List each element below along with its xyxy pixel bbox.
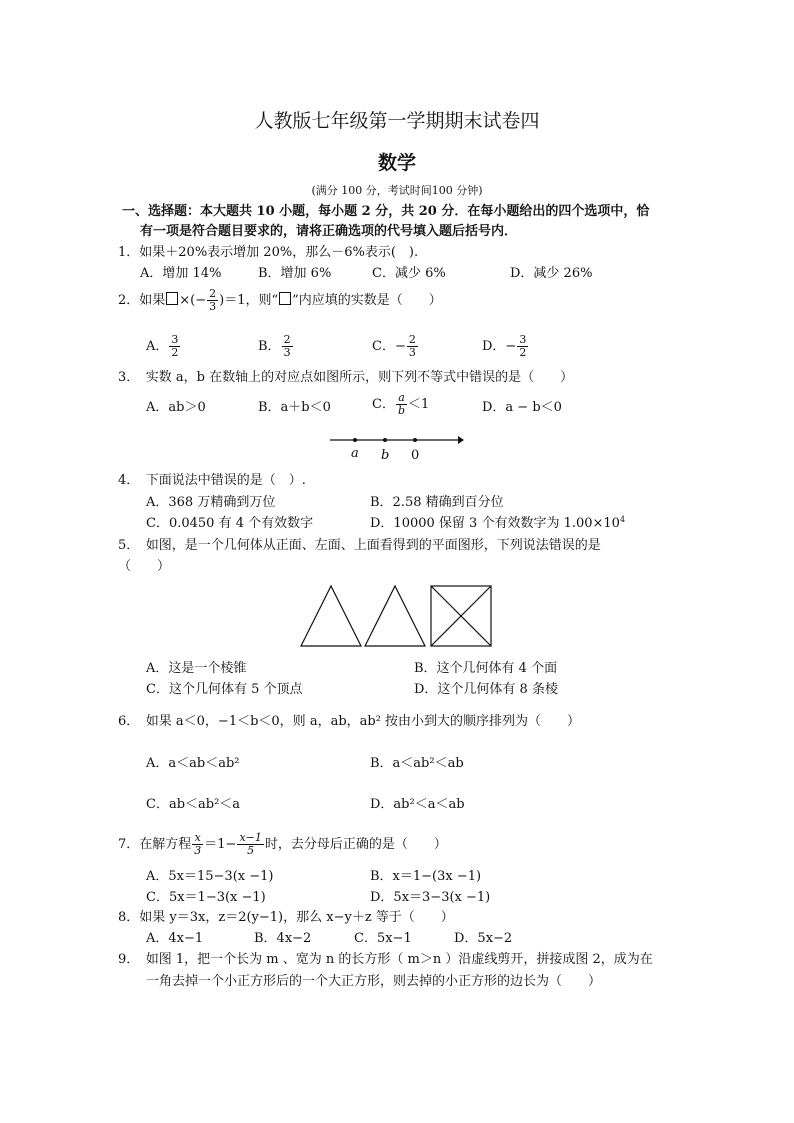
q2-stem-end: ”内应填的实数是（ ）: [292, 293, 442, 308]
q2-frac-num: 2: [209, 287, 217, 300]
q6-option-b: B．a＜ab²＜ab: [370, 756, 464, 771]
front-view-triangle: [301, 586, 361, 646]
q2-stem: [118, 288, 442, 313]
section1-line1: 一、选择题：本大题共 10 小题，每小题 2 分，共 20 分．在每小题给出的四个选项中，恰: [122, 204, 650, 219]
q7-frac-2: [237, 832, 263, 857]
q4-d-exponent: 4: [619, 515, 626, 524]
q8-stem: 8．如果 y＝3x，z＝2(y−1)，那么 x−y＋z 等于（ ）: [118, 910, 454, 925]
q3-stem: 3． 实数 a，b 在数轴上的对应点如图所示，则下列不等式中错误的是（ ）: [118, 370, 574, 385]
q1-option-a: A．增加 14%: [140, 266, 222, 281]
exam-note: (满分 100 分，考试时间100 分钟): [311, 184, 483, 197]
q8-option-b: B．4x−2: [254, 931, 312, 946]
q2-c-den: 3: [408, 346, 416, 359]
q7-option-b: B．x＝1−(3x −1): [370, 869, 482, 884]
q4-option-a: A．368 万精确到万位: [146, 495, 276, 510]
subject-title: 数学: [377, 152, 416, 174]
number-line-arrow: [458, 436, 464, 444]
q2-fraction: [207, 288, 218, 313]
point-zero: [413, 438, 417, 442]
q9-line1: 9． 如图 1，把一个长为 m 、宽为 n 的长方形（ m＞n ）沿虚线剪开，拼接成图 2，成为在: [118, 952, 653, 967]
q5-option-d: D．这个几何体有 8 条棱: [414, 682, 558, 697]
q6-option-c: C．ab＜ab²＜a: [146, 797, 241, 812]
three-views-figure: [298, 584, 498, 648]
q4-option-d: [370, 516, 625, 532]
left-view-triangle: [365, 586, 425, 646]
q5-stem-line2: （ ）: [118, 559, 171, 574]
q8-option-d: D．5x−2: [454, 931, 513, 946]
q4-d-text: D．10000 保留 3 个有效数字为 1.00×10: [370, 516, 620, 531]
q7-frac-1: [192, 832, 203, 857]
q2-d-num: 3: [519, 333, 527, 346]
q2-a-label: A．: [146, 339, 169, 354]
axis-label-zero: 0: [411, 448, 420, 463]
q2-d-frac: [517, 334, 528, 359]
q2-stem-post: )＝1，则“: [219, 293, 279, 308]
q7-f1-num: x: [192, 832, 203, 845]
q3-c-frac: [396, 392, 407, 417]
q4-stem: 4． 下面说法中错误的是（ ）.: [118, 473, 306, 488]
q1-option-b: B．增加 6%: [258, 266, 332, 281]
q2-option-a: [146, 334, 181, 359]
q3-option-d: D．a − b＜0: [482, 400, 562, 415]
q3-c-label: C．: [372, 397, 395, 412]
q2-b-frac: [282, 334, 293, 359]
point-b: [383, 438, 387, 442]
q2-a-frac: [169, 334, 180, 359]
exam-title: 人教版七年级第一学期期末试卷四: [254, 110, 540, 132]
q7-stem-pre: 7．在解方程: [118, 837, 192, 852]
section1-line2: 有一项是符合题目要求的，请将正确选项的代号填入题后括号内．: [140, 224, 518, 239]
blank-box: [279, 292, 291, 305]
point-a: [353, 438, 357, 442]
q3-option-c: [372, 392, 429, 417]
q2-c-num: 2: [408, 333, 416, 346]
q3-option-a: A．ab＞0: [146, 400, 206, 415]
q5-option-c: C．这个几何体有 5 个顶点: [146, 682, 303, 697]
q4-option-c: C．0.0450 有 4 个有效数字: [146, 516, 314, 531]
q1-option-d: D．减少 26%: [510, 266, 593, 281]
q8-option-c: C．5x−1: [354, 931, 412, 946]
q2-a-num: 3: [171, 333, 179, 346]
q7-f1-den: 3: [194, 844, 202, 857]
q4-option-b: B．2.58 精确到百分位: [370, 495, 504, 510]
q6-option-d: D．ab²＜a＜ab: [370, 797, 465, 812]
q2-a-den: 2: [171, 346, 179, 359]
q2-d-label: D．−: [482, 339, 517, 354]
q6-stem: 6． 如果 a＜0，−1＜b＜0，则 a，ab，ab² 按由小到大的顺序排列为（ ）: [118, 714, 581, 729]
q3-c-post: ＜1: [408, 397, 430, 412]
q7-f2-num: x−1: [239, 831, 262, 844]
q2-option-b: [258, 334, 294, 359]
q2-stem-pre: 2．如果: [118, 293, 166, 308]
q1-stem: 1．如果＋20%表示增加 20%，那么－6%表示( ).: [118, 245, 419, 260]
q2-d-den: 2: [519, 346, 527, 359]
q7-option-a: A．5x＝15−3(x −1): [146, 869, 274, 884]
q9-line2: 一角去掉一个小正方形后的一个大正方形，则去掉的小正方形的边长为（ ）: [146, 974, 602, 989]
q7-option-c: C．5x＝1−3(x −1): [146, 890, 266, 905]
q2-stem-mid: ×(−: [179, 293, 207, 308]
blank-box: [166, 292, 178, 305]
q7-stem-mid: ＝1−: [204, 837, 237, 852]
q2-b-num: 2: [283, 333, 291, 346]
q8-option-a: A．4x−1: [146, 931, 204, 946]
q2-frac-den: 3: [209, 300, 217, 313]
q7-option-d: D．5x＝3−3(x −1): [370, 890, 491, 905]
q2-c-label: C．−: [372, 339, 406, 354]
q2-option-d: [482, 334, 529, 359]
q2-option-c: [372, 334, 419, 359]
q3-option-b: B．a＋b＜0: [258, 400, 331, 415]
axis-label-b: b: [381, 448, 390, 463]
q7-f2-den: 5: [247, 844, 255, 857]
q2-c-frac: [407, 334, 418, 359]
q3-c-den: b: [397, 404, 405, 417]
axis-label-a: a: [351, 446, 359, 461]
q7-stem: [118, 832, 447, 857]
q3-c-num: a: [396, 392, 407, 405]
q2-b-den: 3: [283, 346, 291, 359]
q5-stem-line1: 5． 如图，是一个几何体从正面、左面、上面看得到的平面图形，下列说法错误的是: [118, 538, 601, 553]
q2-b-label: B．: [258, 339, 281, 354]
q6-option-a: A．a＜ab＜ab²: [146, 756, 240, 771]
q5-option-b: B．这个几何体有 4 个面: [414, 661, 558, 676]
q5-option-a: A．这是一个棱锥: [146, 661, 247, 676]
q1-option-c: C．减少 6%: [372, 266, 446, 281]
q7-stem-post: 时，去分母后正确的是（ ）: [264, 837, 447, 852]
